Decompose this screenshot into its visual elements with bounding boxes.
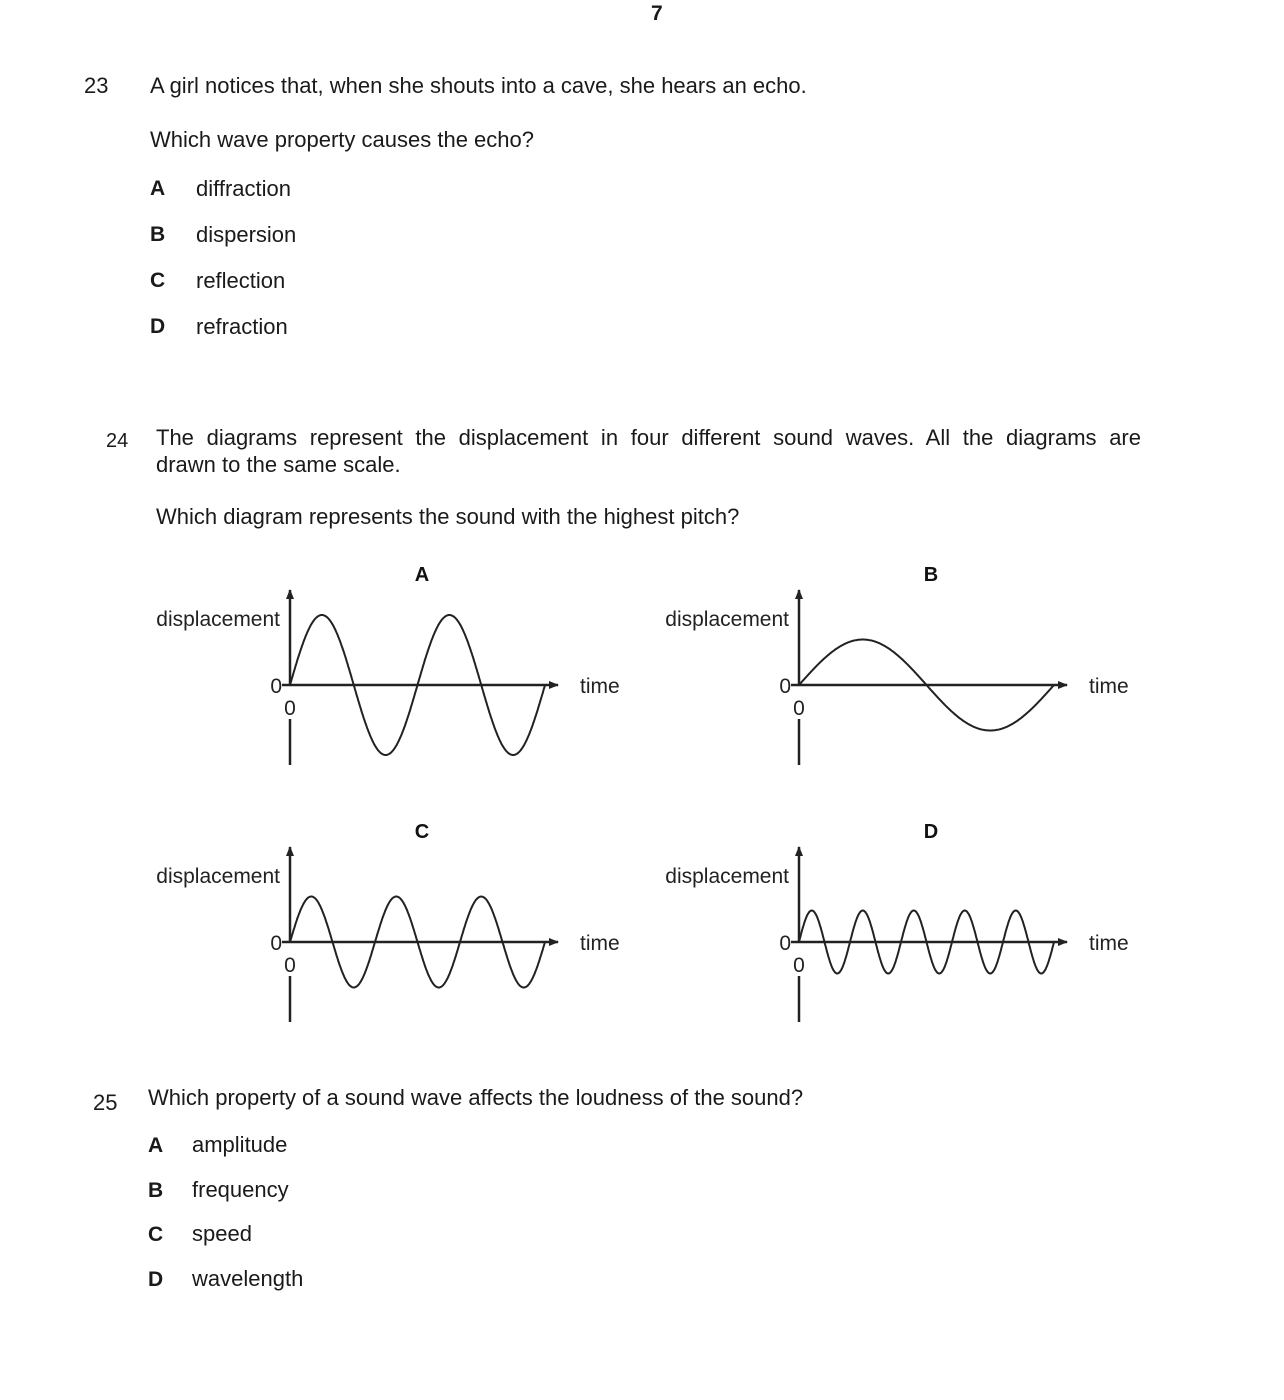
diagram-a-label: A: [414, 564, 430, 586]
question-24-stem-line2: drawn to the same scale.: [156, 452, 401, 477]
diagram-b: [665, 564, 1128, 765]
diagram-b-zero-left: 0: [779, 675, 791, 698]
question-25-prompt: Which property of a sound wave affects the loudness of the sound?: [148, 1085, 804, 1110]
diagram-c-label: C: [414, 821, 430, 843]
diagram-a-x-label: time: [580, 675, 620, 698]
question-24-stem-line1: The diagrams represent the displacement in four different sound waves. All the diagrams are: [156, 425, 1141, 450]
q23-option-b-text: dispersion: [196, 222, 297, 247]
diagram-a-y-label: displacement: [156, 608, 280, 631]
q25-option-d-text: wavelength: [192, 1266, 304, 1291]
question-24-number: 24: [106, 430, 129, 452]
q23-option-b-letter: B: [150, 223, 166, 246]
question-24-prompt: Which diagram represents the sound with the highest pitch?: [156, 504, 740, 529]
diagram-b-x-label: time: [1089, 675, 1129, 698]
question-23-stem: A girl notices that, when she shouts into a cave, she hears an echo.: [150, 73, 807, 98]
q23-option-d-text: refraction: [196, 314, 288, 339]
diagram-d-zero-left: 0: [779, 932, 791, 955]
diagram-d-y-label: displacement: [665, 865, 789, 888]
diagram-b-y-label: displacement: [665, 608, 789, 631]
question-23-number: 23: [84, 73, 109, 98]
q23-option-a-letter: A: [150, 177, 166, 200]
diagram-a-zero-left: 0: [270, 675, 282, 698]
q23-option-c-text: reflection: [196, 268, 286, 293]
question-25-number: 25: [93, 1090, 118, 1115]
diagram-d: [665, 821, 1128, 1022]
q25-option-b-text: frequency: [192, 1177, 289, 1202]
diagram-a-zero-below: 0: [284, 697, 296, 720]
diagram-c: [156, 821, 619, 1022]
diagram-d-x-label: time: [1089, 932, 1129, 955]
q23-option-d-letter: D: [150, 315, 166, 338]
diagram-a: [156, 564, 619, 765]
diagram-c-x-label: time: [580, 932, 620, 955]
q23-option-c-letter: C: [150, 269, 166, 292]
diagram-d-label: D: [923, 821, 939, 843]
q25-option-c-text: speed: [192, 1221, 252, 1246]
diagram-c-zero-below: 0: [284, 954, 296, 977]
question-23-prompt: Which wave property causes the echo?: [150, 127, 534, 152]
diagram-d-zero-below: 0: [793, 954, 805, 977]
q25-option-b-letter: B: [148, 1179, 164, 1202]
diagram-c-zero-left: 0: [270, 932, 282, 955]
q25-option-d-letter: D: [148, 1268, 164, 1291]
diagram-b-label: B: [923, 564, 939, 586]
diagram-b-zero-below: 0: [793, 697, 805, 720]
q25-option-c-letter: C: [148, 1223, 164, 1246]
diagram-c-y-label: displacement: [156, 865, 280, 888]
q25-option-a-letter: A: [148, 1134, 164, 1157]
q23-option-a-text: diffraction: [196, 176, 291, 201]
page-number: 7: [651, 2, 663, 25]
q25-option-a-text: amplitude: [192, 1132, 288, 1157]
